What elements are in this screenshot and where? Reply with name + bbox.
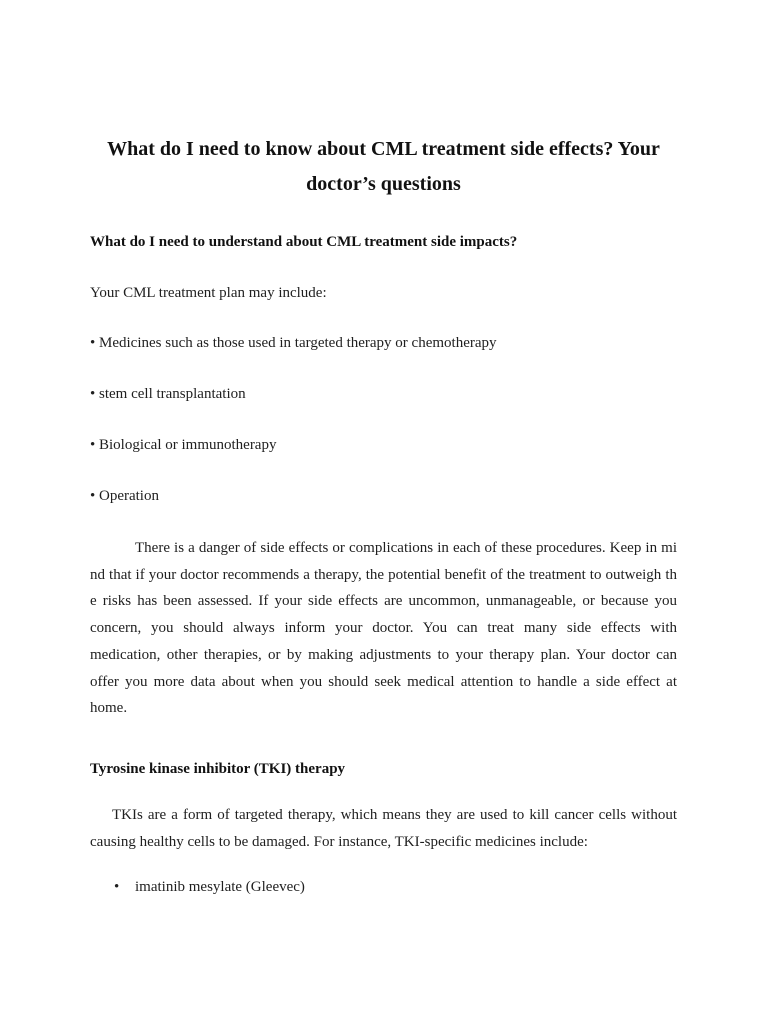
title-line: doctor’s questions <box>306 173 461 195</box>
tki-medicine-name: imatinib mesylate (Gleevec) <box>135 879 305 895</box>
paragraph-line: causing healthy cells to be damaged. For instance, TKI-specific medicines include: <box>90 834 588 850</box>
intro-text: Your CML treatment plan may include: <box>90 285 327 301</box>
paragraph-line: concern, you should always inform your doctor. You can treat many side effects with <box>90 620 677 637</box>
tki-medicine-list-item <box>114 874 305 900</box>
paragraph-line: nd that if your doctor recommends a therapy, the potential benefit of the treatment to outweigh th <box>90 566 677 583</box>
treatment-option: • stem cell transplantation <box>90 386 246 402</box>
document-title <box>90 132 677 202</box>
paragraph-line: home. <box>90 700 128 717</box>
treatment-option: • Medicines such as those used in targeted therapy or chemotherapy <box>90 335 497 351</box>
side-effects-paragraph <box>90 535 677 722</box>
tki-paragraph <box>90 802 677 856</box>
treatment-option: • Operation <box>90 488 159 504</box>
treatment-option: • Biological or immunotherapy <box>90 437 277 453</box>
paragraph-line: TKIs are a form of targeted therapy, which means they are used to kill cancer cells without <box>112 807 677 823</box>
title-line: What do I need to know about CML treatment side effects? Your <box>107 138 660 160</box>
paragraph-line: medication, other therapies, or by making adjustments to your therapy plan. Your doctor can <box>90 646 677 663</box>
tki-heading: Tyrosine kinase inhibitor (TKI) therapy <box>90 761 346 777</box>
paragraph-line: offer you more data about when you should seek medical attention to handle a side effect at <box>90 673 677 690</box>
paragraph-line: e risks has been assessed. If your side effects are uncommon, unmanageable, or because you <box>90 593 677 610</box>
section-heading: What do I need to understand about CML treatment side impacts? <box>90 234 518 250</box>
paragraph-line: There is a danger of side effects or complications in each of these procedures. Keep in mi <box>135 540 677 556</box>
bullet-icon: • <box>114 879 120 895</box>
